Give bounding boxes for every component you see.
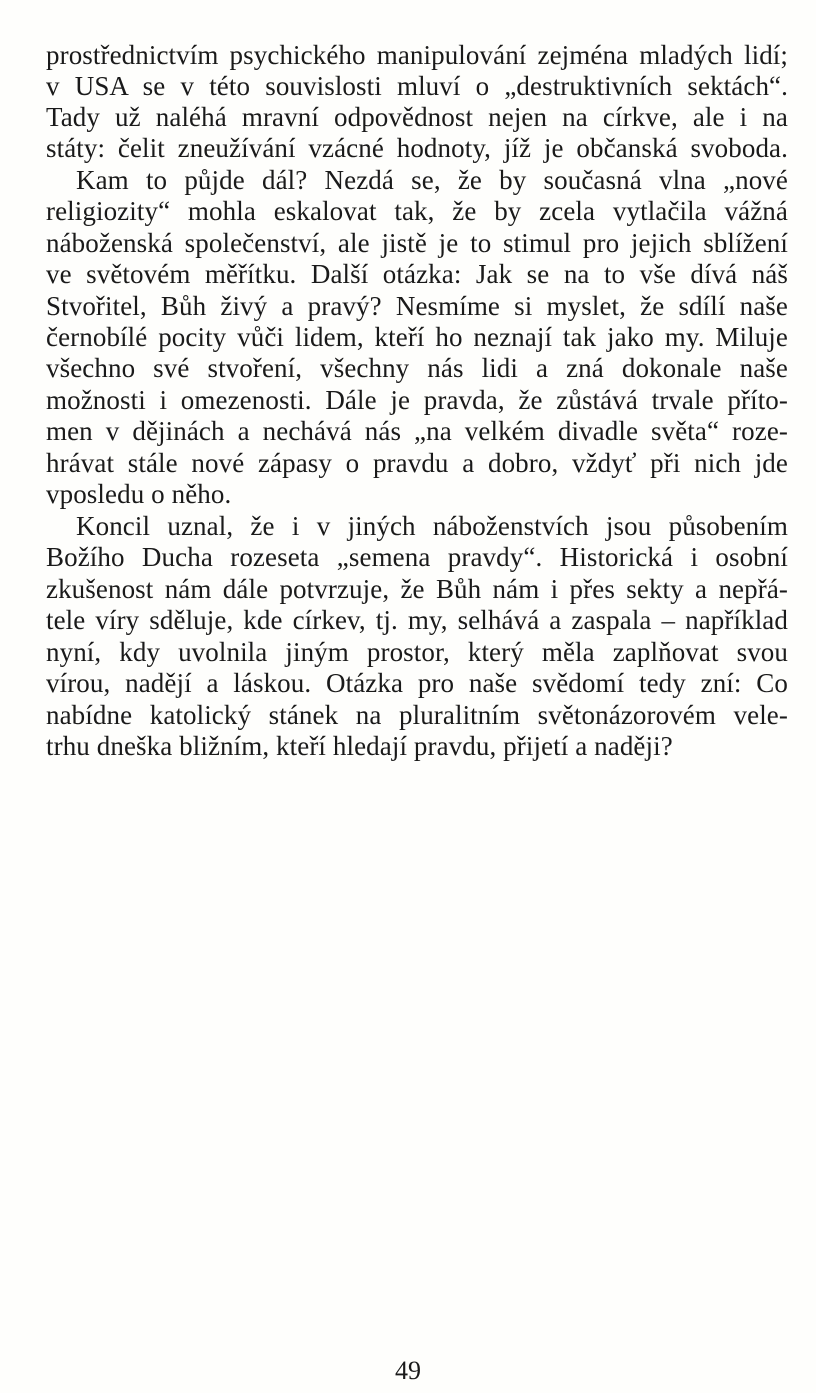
page-number: 49 bbox=[395, 1356, 421, 1385]
text-line-20: nyní, kdy uvolnila jiným prostor, který měla zaplňovat svou bbox=[46, 637, 788, 667]
text-line-12: možnosti i omezenosti. Dále je pravda, že zůstává trvale příto- bbox=[46, 385, 788, 415]
text-line-8: ve světovém měřítku. Další otázka: Jak se na to vše dívá náš bbox=[46, 259, 788, 289]
text-line-2: v USA se v této souvislosti mluví o „destruktivních sektách“. bbox=[46, 71, 788, 101]
text-line-10: černobílé pocity vůči lidem, kteří ho neznají tak jako my. Miluje bbox=[46, 322, 788, 352]
text-line-14: hrávat stále nové zápasy o pravdu a dobro, vždyť při nich jde bbox=[46, 448, 788, 478]
text-line-23: trhu dneška bližním, kteří hledají pravdu, přijetí a naději? bbox=[46, 731, 673, 761]
text-line-3: Tady už naléhá mravní odpovědnost nejen na církve, ale i na bbox=[46, 102, 788, 132]
text-line-1: prostřednictvím psychického manipulování zejména mladých lidí; bbox=[46, 40, 788, 70]
text-line-9: Stvořitel, Bůh živý a pravý? Nesmíme si myslet, že sdílí naše bbox=[46, 291, 788, 321]
text-line-19: tele víry sděluje, kde církev, tj. my, selhává a zaspala – například bbox=[46, 605, 788, 635]
text-line-7: náboženská společenství, ale jistě je to stimul pro jejich sblížení bbox=[46, 228, 788, 258]
text-line-5: Kam to půjde dál? Nezdá se, že by současná vlna „nové bbox=[76, 165, 788, 195]
text-line-17: Božího Ducha rozeseta „semena pravdy“. Historická i osobní bbox=[46, 542, 788, 572]
text-line-11: všechno své stvoření, všechny nás lidi a zná dokonale naše bbox=[46, 353, 788, 383]
text-line-22: nabídne katolický stánek na pluralitním světonázorovém vele- bbox=[46, 700, 788, 730]
text-line-4: státy: čelit zneužívání vzácné hodnoty, jíž je občanská svoboda. bbox=[46, 133, 788, 163]
text-line-6: religiozity“ mohla eskalovat tak, že by zcela vytlačila vážná bbox=[46, 196, 788, 226]
text-line-18: zkušenost nám dále potvrzuje, že Bůh nám i přes sekty a nepřá- bbox=[46, 574, 788, 604]
text-line-13: men v dějinách a nechává nás „na velkém divadle světa“ roze- bbox=[46, 416, 788, 446]
text-line-21: vírou, nadějí a láskou. Otázka pro naše svědomí tedy zní: Co bbox=[46, 668, 788, 698]
text-line-15: vposledu o něho. bbox=[46, 479, 232, 509]
text-line-16: Koncil uznal, že i v jiných náboženstvích jsou působením bbox=[76, 511, 788, 541]
